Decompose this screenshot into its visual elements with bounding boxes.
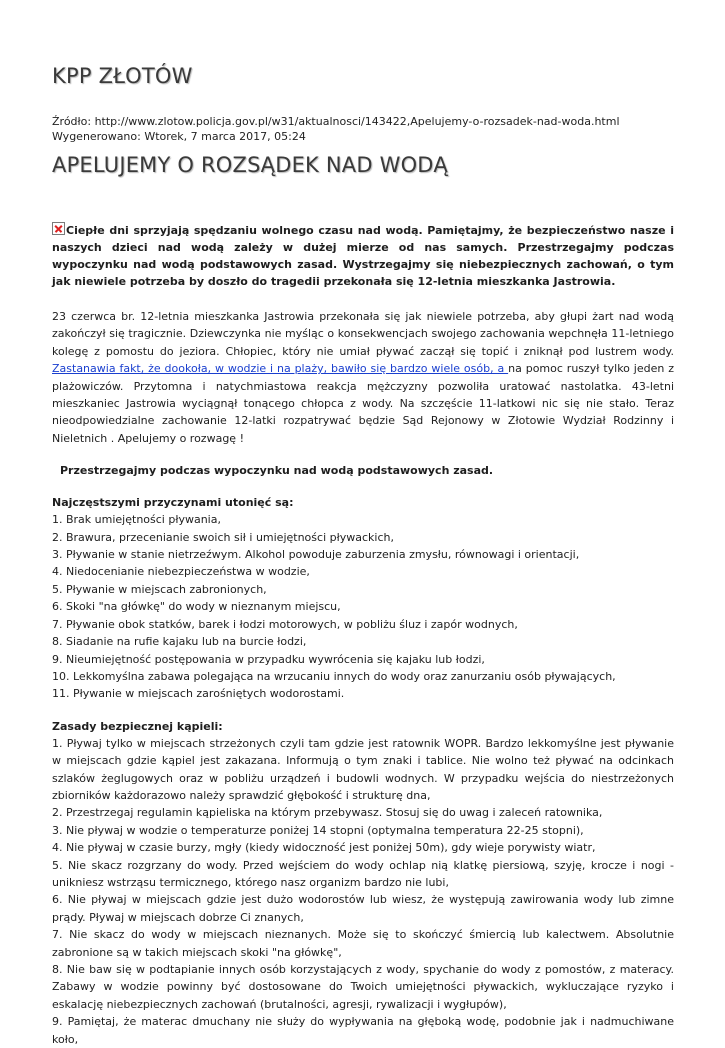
list-item: 9. Nieumiejętność postępowania w przypadku wywrócenia się kajaku lub łodzi, (52, 652, 485, 666)
article-body (52, 222, 674, 1048)
broken-image-icon (52, 222, 65, 235)
list-item: 10. Lekkomyślna zabawa polegająca na wrzucaniu innych do wody oraz zanurzaniu osób pływających, (52, 669, 616, 683)
list-item: 1. Brak umiejętności pływania, (52, 513, 221, 527)
list-item: 4. Nie pływaj w czasie burzy, mgły (kiedy widoczność jest poniżej 50m), gdy wieje porywisty wiatr, (52, 841, 596, 855)
list-item: 7. Nie skacz do wody w miejscach nieznanych. Może się to skończyć śmiercią lub kalectwem. Absolutnie zabronione są w takich miejscach skoki "na główkę", (52, 928, 674, 959)
rules-list (52, 735, 674, 1048)
list-item: 5. Nie skacz rozgrzany do wody. Przed wejściem do wody ochlap nią klatkę piersiową, szyję, krocze i nogi - unikniesz wstrząsu termicznego, którego nasz organizm bardzo nie lubi, (52, 858, 674, 889)
causes-list (52, 511, 674, 702)
source-line: Źródło: http://www.zlotow.policja.gov.pl/w31/aktualnosci/143422,Apelujemy-o-rozsadek-nad-woda.html (52, 115, 620, 128)
body-paragraph (52, 308, 674, 447)
list-item: 2. Brawura, przecenianie swoich sił i umiejętności pływackich, (52, 530, 394, 544)
list-item: 3. Nie pływaj w wodzie o temperaturze poniżej 14 stopni (optymalna temperatura 22-25 stopni), (52, 823, 584, 837)
article-lead (52, 222, 674, 290)
list-item: 6. Nie pływaj w miejscach gdzie jest dużo wodorostów lub wiesz, że występują zawirowania wody lub zimne prądy. Pływaj w miejscach dobrze Ci znanych, (52, 893, 674, 924)
body-text-2: na pomoc ruszył tylko jeden z plażowiczów. Przytomna i natychmiastowa reakcja mężczyzny pozwoliła uratować nastolatka. 43-letni mieszkaniec Jastrowia wyciągnął tonącego chłopca z wody. Na szczęście 11-latkowi nic się nie stało. Teraz nieodpowiedzialne zachowanie 12-latki rozpatrywać będzie Sąd Rejonowy w Złotowie Wydział Rodzinny i Nieletnich . Apelujemy o rozwagę ! (52, 362, 674, 445)
list-item: 8. Siadanie na rufie kajaku lub na burcie łodzi, (52, 635, 307, 649)
list-item: 2. Przestrzegaj regulamin kąpieliska na którym przebywasz. Stosuj się do uwag i zaleceń ratownika, (52, 806, 603, 820)
body-text-1: 23 czerwca br. 12-letnia mieszkanka Jastrowia przekonała się jak niewiele potrzeba, aby głupi żart nad wodą zakończył się tragicznie. Dziewczynka nie myśląc o konsekwencjach swojego zachowania wepchnęła 11-letniego kolegę z pomostu do jeziora. Chłopiec, który nie umiał pływać zaczął się topić i zniknął pod lustrem wody. (52, 310, 674, 358)
list-item: 6. Skoki "na główkę" do wody w nieznanym miejscu, (52, 600, 341, 614)
lead-text: Ciepłe dni sprzyjają spędzaniu wolnego czasu nad wodą. Pamiętajmy, że bezpieczeństwo nasze i naszych dzieci nad wodą zależy w dużej mierze od nas samych. Przestrzegajmy podczas wypoczynku nad wodą podstawowych zasad. Wystrzegajmy się niebezpiecznych zachowań, o tym jak niewiele potrzeba by doszło do tragedii przekonała się 12-letnia mieszkanka Jastrowia. (52, 224, 674, 288)
causes-heading: Najczęstszymi przyczynami utonięć są: (52, 496, 294, 510)
list-item: 5. Pływanie w miejscach zabronionych, (52, 582, 267, 596)
article-title: APELUJEMY O ROZSĄDEK NAD WODĄ (52, 153, 448, 177)
site-title: KPP ZŁOTÓW (52, 64, 193, 88)
list-item: 3. Pływanie w stanie nietrzeźwym. Alkohol powoduje zaburzenia zmysłu, równowagi i orientacji, (52, 548, 580, 562)
list-item: 1. Pływaj tylko w miejscach strzeżonych czyli tam gdzie jest ratownik WOPR. Bardzo lekkomyślne jest pływanie w miejscach gdzie kąpiel jest zakazana. Informują o tym znaki i tablice. Nie wolno też pływać na odcinkach szlaków żeglugowych oraz w pobliżu urządzeń i budowli wodnych. W przypadku wejścia do niestrzeżonych zbiorników każdorazowo należy sprawdzić głębokość i strukturę dna, (52, 736, 674, 802)
rules-heading: Zasady bezpiecznej kąpieli: (52, 719, 223, 733)
list-item: 9. Pamiętaj, że materac dmuchany nie służy do wypływania na głęboką wodę, podobnie jak i nadmuchiwane koło, (52, 1015, 674, 1046)
document-meta (52, 114, 620, 144)
rules-subheading: Przestrzegajmy podczas wypoczynku nad wodą podstawowych zasad. (60, 464, 494, 478)
body-link[interactable]: Zastanawia fakt, że dookoła, w wodzie i na plaży, bawiło się bardzo wiele osób, a (52, 362, 509, 376)
list-item: 4. Niedocenianie niebezpieczeństwa w wodzie, (52, 565, 310, 579)
list-item: 7. Pływanie obok statków, barek i łodzi motorowych, w pobliżu śluz i zapór wodnych, (52, 617, 518, 631)
list-item: 8. Nie baw się w podtapianie innych osób korzystających z wody, spychanie do wody z pomostów, z materacy. Zabawy w wodzie powinny być dostosowane do Twoich umiejętności pływackich, wykluczające ryzyko i eskalację niebezpiecznych zachowań (brutalności, agresji, rywalizacji i wygłupów), (52, 963, 674, 1011)
generated-line: Wygenerowano: Wtorek, 7 marca 2017, 05:24 (52, 130, 306, 143)
list-item: 11. Pływanie w miejscach zarośniętych wodorostami. (52, 687, 345, 701)
